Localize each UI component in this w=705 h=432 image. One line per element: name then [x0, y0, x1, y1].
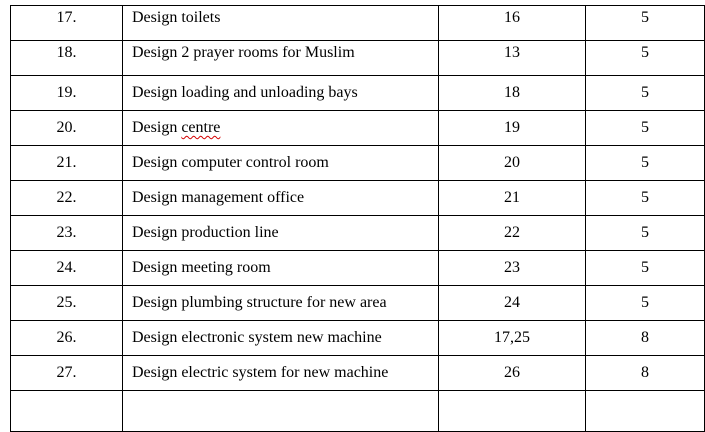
duration: 5 — [641, 154, 649, 171]
table-row — [11, 6, 705, 41]
task-number-cell — [11, 181, 123, 216]
duration-cell — [586, 76, 705, 111]
empty-cell — [439, 391, 586, 432]
task-number: 25. — [56, 294, 77, 311]
duration: 5 — [641, 44, 649, 61]
task-number-cell — [11, 321, 123, 356]
table-row — [11, 356, 705, 391]
table-row — [11, 216, 705, 251]
predecessor-cell — [439, 6, 586, 41]
predecessor: 20 — [504, 154, 520, 171]
task-number: 24. — [56, 259, 77, 276]
duration: 8 — [641, 329, 649, 346]
task-name: Design loading and unloading bays — [132, 84, 358, 101]
task-number-cell — [11, 286, 123, 321]
task-name — [132, 119, 438, 137]
task-name: Design electronic system new machine — [132, 329, 382, 346]
duration-cell — [586, 216, 705, 251]
task-name-cell — [123, 216, 439, 251]
duration-cell — [586, 6, 705, 41]
empty-cell — [123, 391, 439, 432]
duration: 5 — [641, 294, 649, 311]
empty-cell — [586, 391, 705, 432]
table-row-empty — [11, 391, 705, 432]
task-name-cell — [123, 356, 439, 391]
table-row — [11, 251, 705, 286]
predecessor: 23 — [504, 259, 520, 276]
task-number-cell — [11, 76, 123, 111]
task-name: Design plumbing structure for new area — [132, 294, 387, 311]
task-name-cell — [123, 6, 439, 41]
task-number: 20. — [56, 119, 77, 136]
table-row — [11, 76, 705, 111]
duration-cell — [586, 356, 705, 391]
task-name-cell — [123, 251, 439, 286]
spellcheck-flagged-word[interactable]: centre — [181, 119, 221, 136]
duration: 5 — [641, 119, 649, 136]
predecessor: 24 — [504, 294, 520, 311]
predecessor-cell — [439, 111, 586, 146]
task-name: Design toilets — [132, 9, 221, 26]
task-number-cell — [11, 111, 123, 146]
predecessor-cell — [439, 216, 586, 251]
task-name: Design production line — [132, 224, 279, 241]
task-number: 18. — [56, 44, 77, 61]
task-number-cell — [11, 41, 123, 76]
task-name-prefix: Design — [132, 119, 182, 136]
predecessor: 21 — [504, 189, 520, 206]
predecessor: 17,25 — [494, 329, 530, 346]
empty-cell — [11, 391, 123, 432]
predecessor: 16 — [504, 9, 520, 26]
task-name-cell — [123, 76, 439, 111]
task-number: 21. — [56, 154, 77, 171]
predecessor: 26 — [504, 364, 520, 381]
predecessor: 13 — [504, 44, 520, 61]
task-name-cell — [123, 41, 439, 76]
task-number-cell — [11, 146, 123, 181]
task-name: Design meeting room — [132, 259, 271, 276]
task-table — [10, 5, 705, 432]
task-number: 23. — [56, 224, 77, 241]
duration-cell — [586, 251, 705, 286]
duration-cell — [586, 286, 705, 321]
table-row — [11, 181, 705, 216]
predecessor-cell — [439, 76, 586, 111]
predecessor-cell — [439, 286, 586, 321]
table-row — [11, 41, 705, 76]
predecessor-cell — [439, 146, 586, 181]
duration-cell — [586, 181, 705, 216]
task-name-cell — [123, 321, 439, 356]
predecessor-cell — [439, 321, 586, 356]
task-name: Design 2 prayer rooms for Muslim — [132, 44, 355, 61]
predecessor-cell — [439, 251, 586, 286]
task-name: Design management office — [132, 189, 305, 206]
task-number: 26. — [56, 329, 77, 346]
predecessor: 22 — [504, 224, 520, 241]
predecessor-cell — [439, 41, 586, 76]
duration-cell — [586, 321, 705, 356]
task-name-cell — [123, 286, 439, 321]
task-number: 27. — [56, 364, 77, 381]
table-row — [11, 146, 705, 181]
predecessor-cell — [439, 181, 586, 216]
task-name-cell — [123, 146, 439, 181]
predecessor: 18 — [504, 84, 520, 101]
duration: 5 — [641, 189, 649, 206]
predecessor: 19 — [504, 119, 520, 136]
task-number: 22. — [56, 189, 77, 206]
task-number-cell — [11, 216, 123, 251]
task-number-cell — [11, 356, 123, 391]
duration-cell — [586, 111, 705, 146]
table-row — [11, 111, 705, 146]
task-number-cell — [11, 6, 123, 41]
duration-cell — [586, 146, 705, 181]
task-name-cell — [123, 181, 439, 216]
duration: 5 — [641, 224, 649, 241]
duration: 5 — [641, 84, 649, 101]
task-name: Design electric system for new machine — [132, 364, 389, 381]
duration: 5 — [641, 259, 649, 276]
task-number: 17. — [56, 9, 77, 26]
task-name: Design computer control room — [132, 154, 329, 171]
task-number-cell — [11, 251, 123, 286]
duration: 5 — [641, 9, 649, 26]
task-number: 19. — [56, 84, 77, 101]
task-name-cell — [123, 111, 439, 146]
table-row — [11, 286, 705, 321]
table-row — [11, 321, 705, 356]
duration: 8 — [641, 364, 649, 381]
duration-cell — [586, 41, 705, 76]
predecessor-cell — [439, 356, 586, 391]
